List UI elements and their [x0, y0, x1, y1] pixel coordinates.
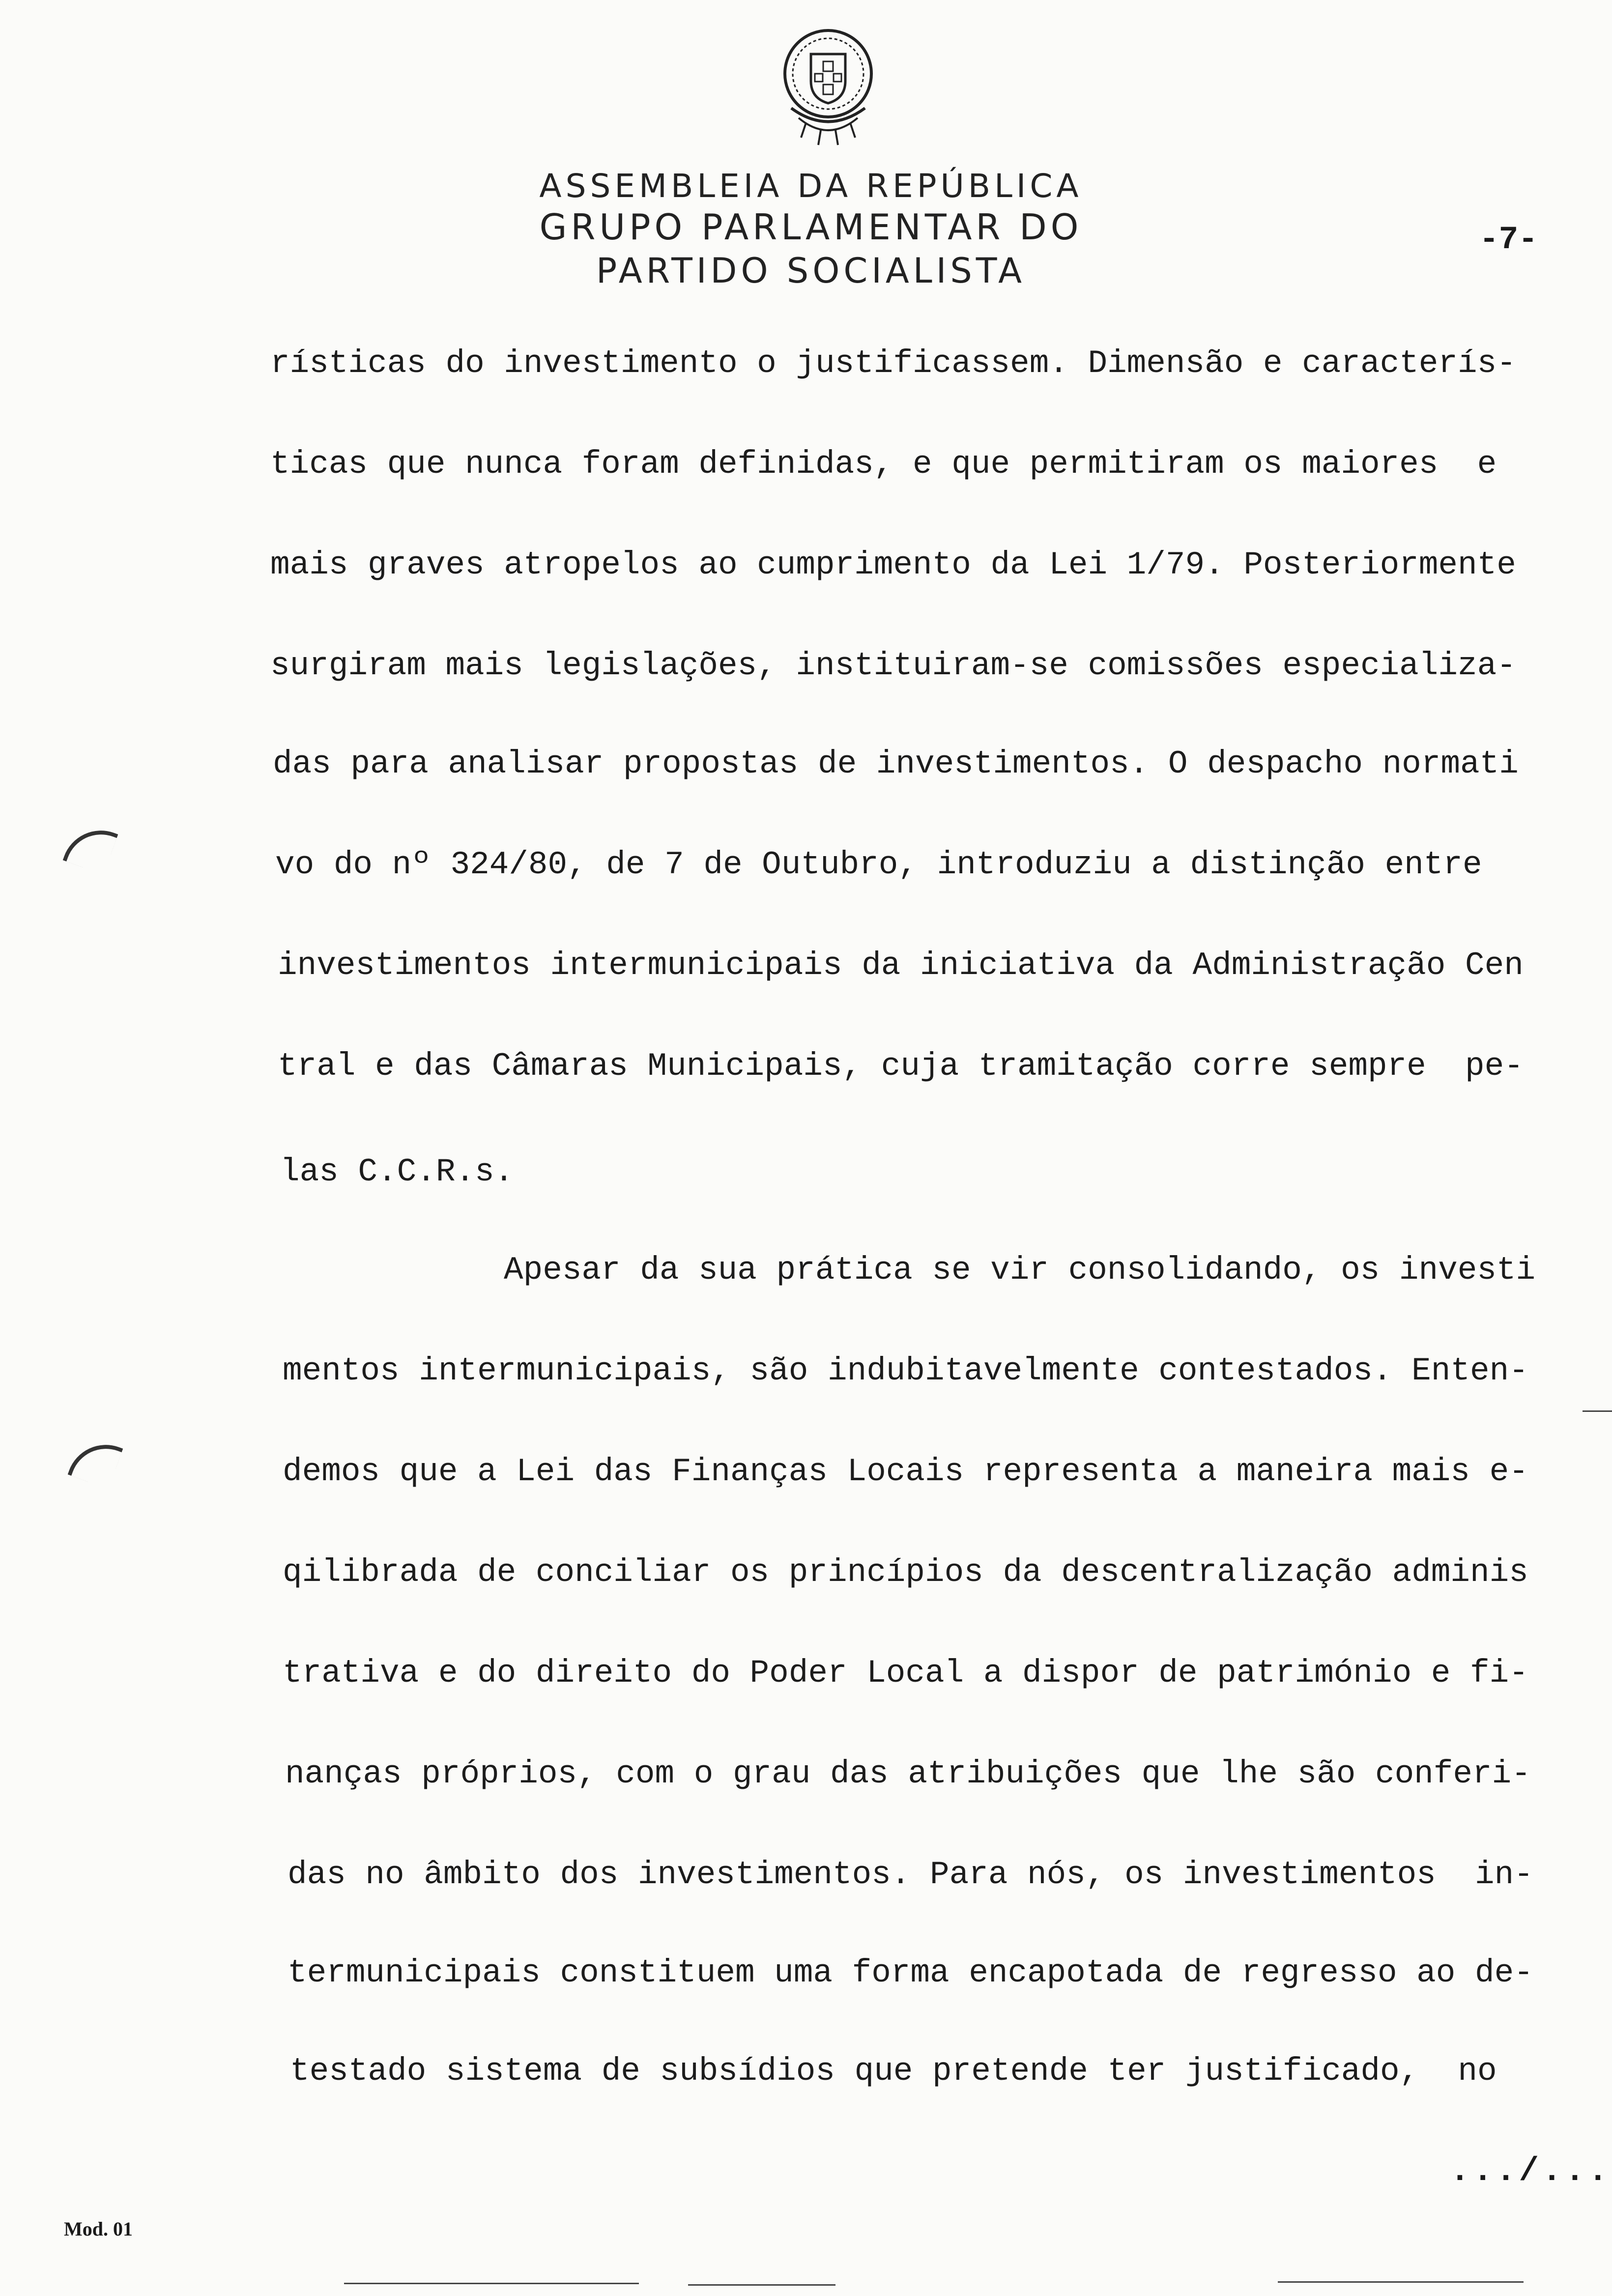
text-line: das para analisar propostas de investimentos. O despacho normati	[273, 746, 1519, 782]
coat-of-arms-icon	[772, 25, 885, 147]
scan-artifact	[1583, 1410, 1612, 1412]
letterhead-institution: ASSEMBLEIA DA REPÚBLICA	[539, 167, 1083, 205]
text-line: tral e das Câmaras Municipais, cuja tramitação corre sempre pe-	[278, 1048, 1524, 1085]
form-code: Mod. 01	[64, 2218, 133, 2240]
letterhead-party: PARTIDO SOCIALISTA	[596, 251, 1026, 291]
punch-hole-mark	[68, 1434, 123, 1490]
page-number: -7-	[1479, 221, 1538, 258]
text-line: mais graves atropelos ao cumprimento da Lei 1/79. Posteriormente	[270, 546, 1516, 583]
text-line: qilibrada de conciliar os princípios da descentralização adminis	[283, 1554, 1528, 1591]
text-line: termunicipais constituem uma forma encapotada de regresso ao de-	[288, 1954, 1533, 1991]
text-line: demos que a Lei das Finanças Locais representa a maneira mais e-	[283, 1453, 1528, 1490]
punch-hole-mark	[63, 820, 118, 875]
text-line: nanças próprios, com o grau das atribuições que lhe são conferi-	[285, 1755, 1531, 1792]
letterhead-group: GRUPO PARLAMENTAR DO	[539, 206, 1083, 248]
text-line: las C.C.R.s.	[280, 1153, 514, 1190]
text-line: ticas que nunca foram definidas, e que permitiram os maiores e	[270, 446, 1497, 483]
text-line: trativa e do direito do Poder Local a dispor de património e fi-	[283, 1655, 1528, 1692]
text-line: rísticas do investimento o justificassem. Dimensão e caracterís-	[270, 345, 1516, 382]
scan-artifact	[1278, 2281, 1524, 2283]
scan-artifact	[344, 2283, 639, 2284]
text-line: Apesar da sua prática se vir consolidando, os investi	[504, 1252, 1536, 1289]
scan-artifact	[688, 2284, 835, 2286]
text-line: vo do nº 324/80, de 7 de Outubro, introduziu a distinção entre	[275, 846, 1482, 883]
text-line: testado sistema de subsídios que pretende ter justificado, no	[290, 2053, 1497, 2090]
continuation-mark: .../...	[1450, 2152, 1611, 2190]
text-line: investimentos intermunicipais da iniciativa da Administração Cen	[278, 947, 1524, 984]
text-line: das no âmbito dos investimentos. Para nós, os investimentos in-	[288, 1856, 1533, 1893]
text-line: surgiram mais legislações, instituiram-se comissões especializa-	[270, 647, 1516, 684]
text-line: mentos intermunicipais, são indubitavelmente contestados. Enten-	[283, 1352, 1528, 1389]
